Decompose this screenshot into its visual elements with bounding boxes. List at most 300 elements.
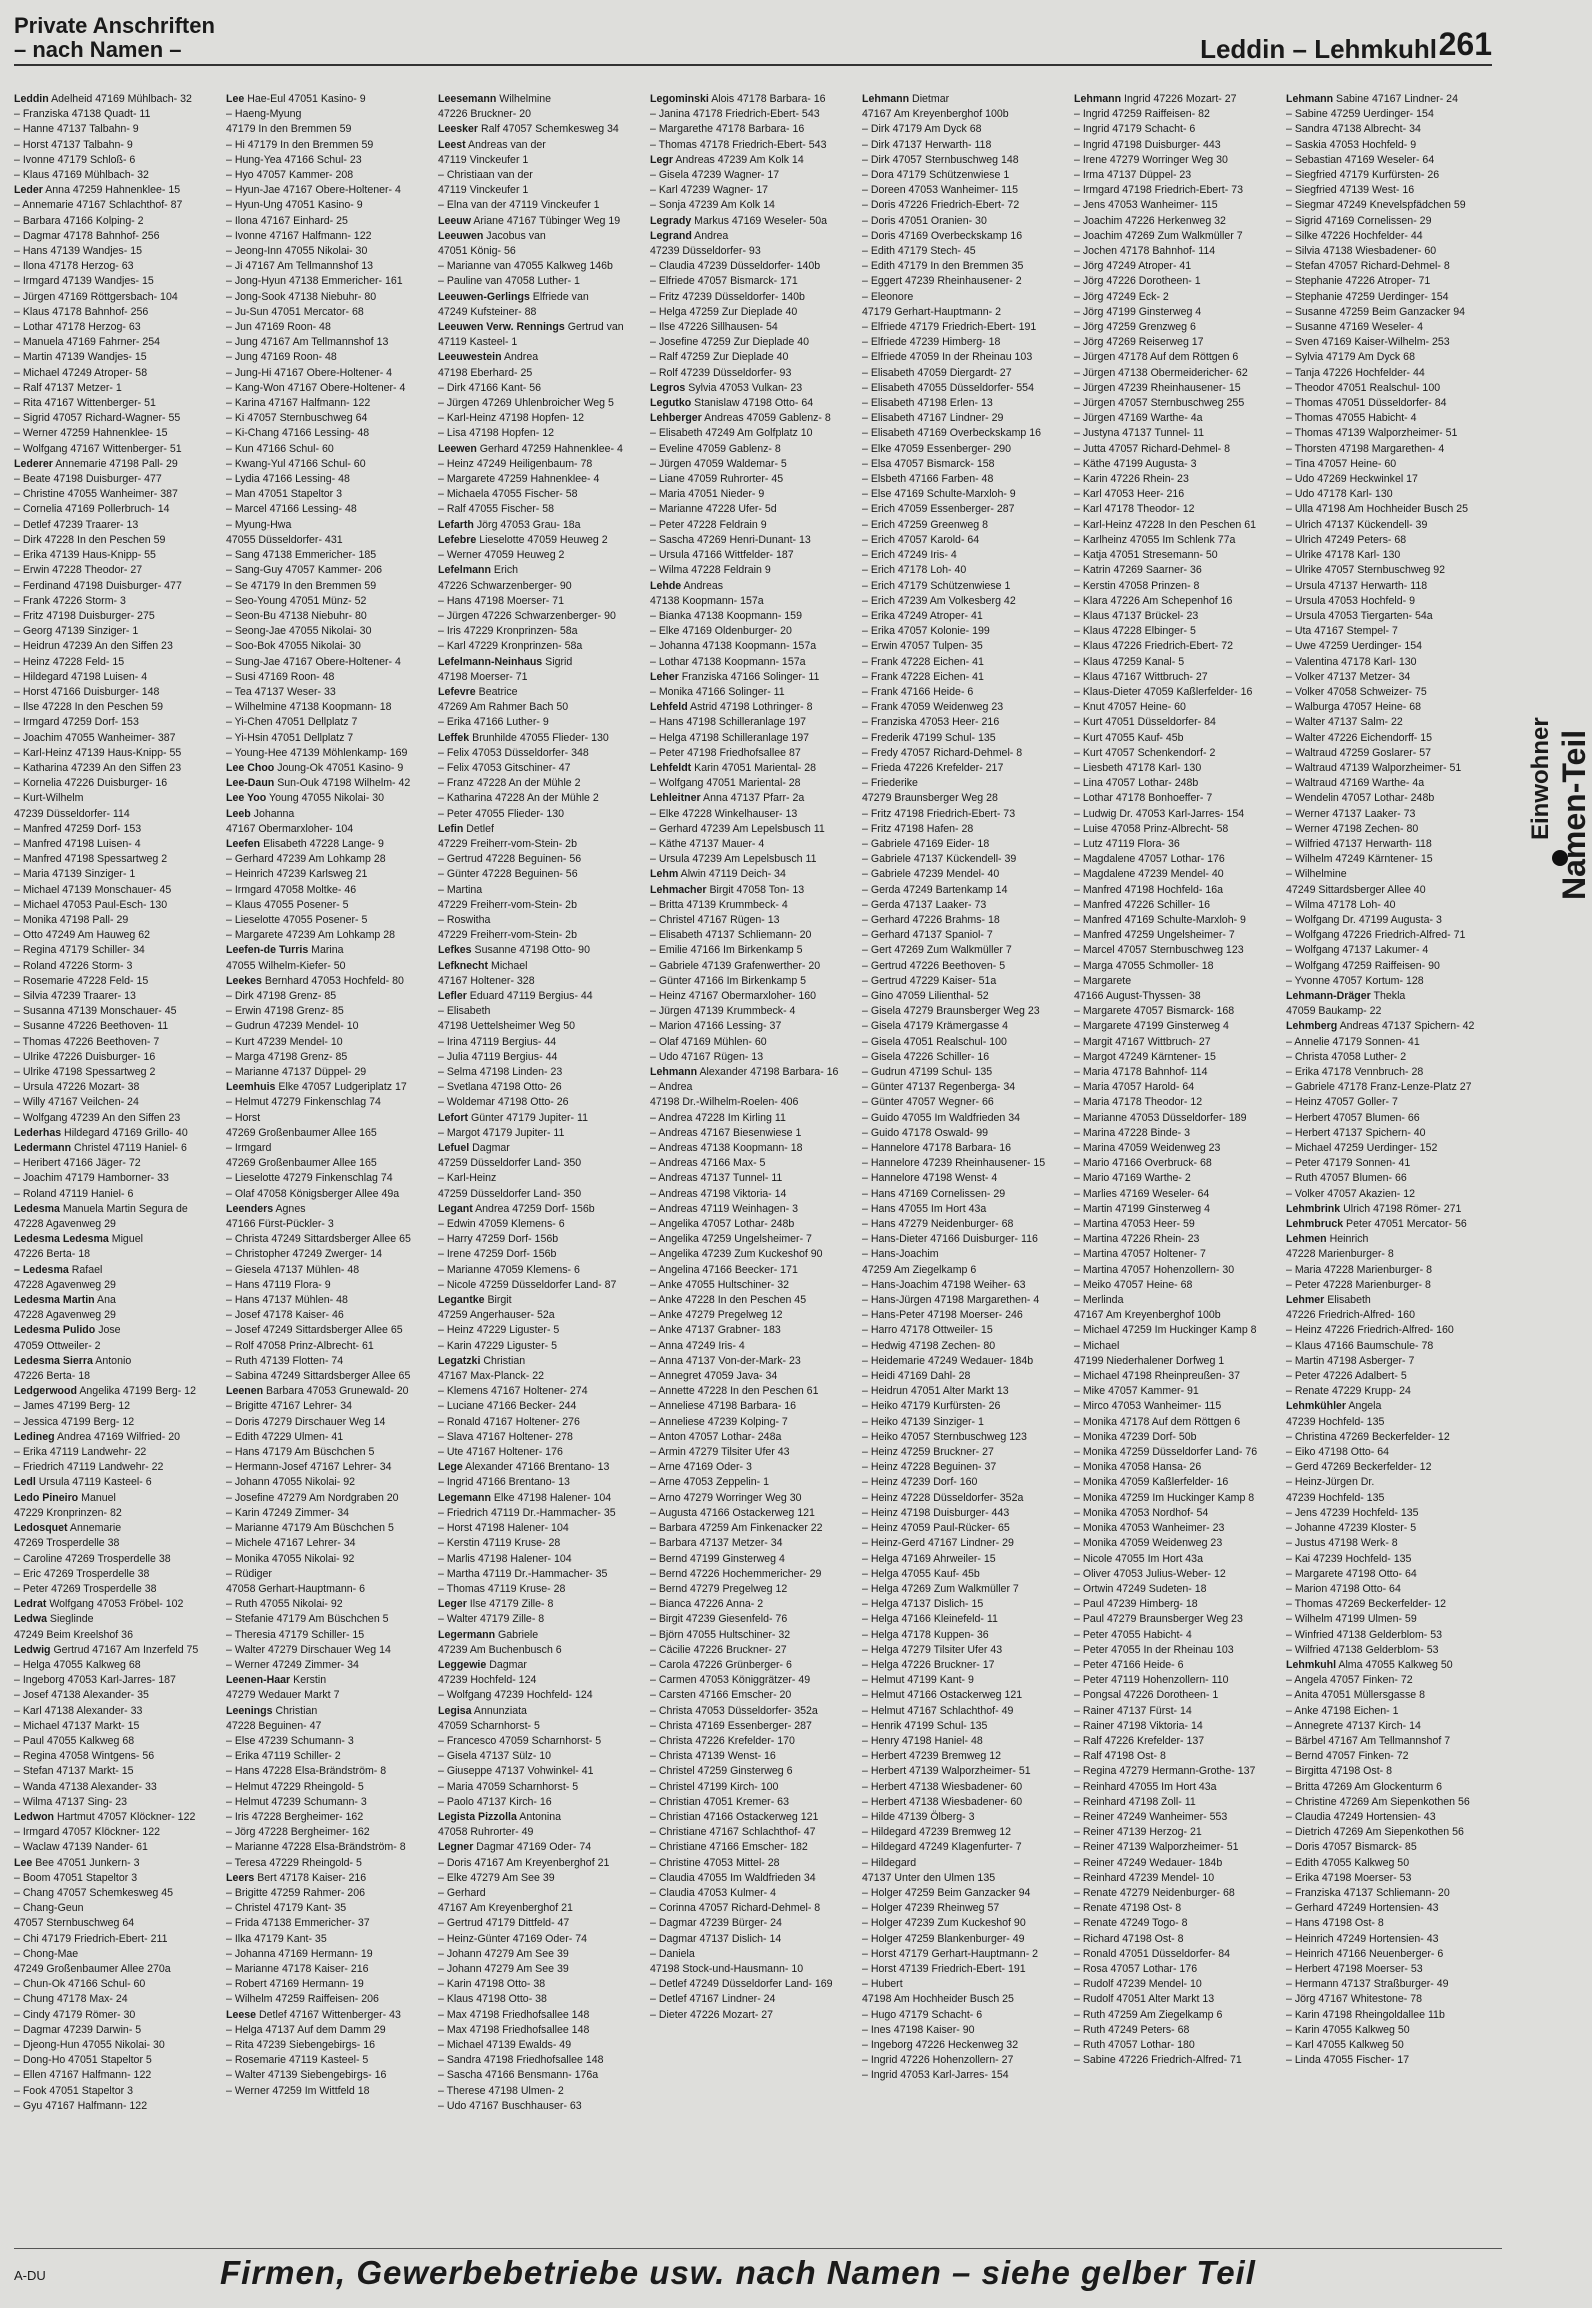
directory-entry — [226, 274, 416, 289]
directory-entry — [1286, 1415, 1476, 1430]
entry-details: 47269 Trosperdelle 38 — [14, 1537, 120, 1550]
entry-details: – Kun 47166 Schul- 60 — [226, 442, 334, 455]
entry-details: – Ursula 47239 Am Lepelsbusch 11 — [650, 853, 817, 866]
entry-details: – Elna van der 47119 Vinckeufer 1 — [438, 199, 600, 212]
entry-details: Jörg 47053 Grau- 18a — [473, 518, 581, 531]
entry-surname: Ledwig — [14, 1643, 51, 1656]
entry-details: – Jörg 47259 Grenzweg 6 — [1074, 321, 1196, 334]
entry-details: Young 47055 Nikolai- 30 — [266, 792, 385, 805]
entry-details: – Gerhard 47249 Hortensien- 43 — [1286, 1902, 1439, 1915]
directory-entry — [226, 1749, 416, 1764]
directory-entry — [650, 1992, 840, 2007]
entry-details: Andreas 47239 Am Kolk 14 — [672, 153, 804, 166]
directory-entry — [650, 1141, 840, 1156]
entry-details: – Erika 47249 Atroper- 41 — [862, 609, 983, 622]
directory-entry — [1074, 974, 1264, 989]
directory-entry — [14, 335, 204, 350]
directory-entry — [1286, 1962, 1476, 1977]
entry-details: – Karl 47229 Kronprinzen- 58a — [438, 640, 583, 653]
entry-surname: Leeuwen — [438, 229, 484, 242]
entry-details: – Holger 47259 Blankenburger- 49 — [862, 1932, 1025, 1945]
directory-entry — [14, 1552, 204, 1567]
directory-entry — [862, 1111, 1052, 1126]
directory-entry — [438, 1658, 628, 1673]
entry-details: – Klaus 47137 Brückel- 23 — [1074, 609, 1199, 622]
directory-entry — [438, 487, 628, 502]
directory-entry — [438, 1293, 628, 1308]
directory-entry — [1074, 1156, 1264, 1171]
directory-entry — [226, 746, 416, 761]
entry-details: – Margot 47179 Jupiter- 11 — [438, 1126, 565, 1139]
directory-entry — [1074, 898, 1264, 913]
entry-details: – Maria 47051 Nieder- 9 — [650, 488, 765, 501]
directory-entry — [650, 1171, 840, 1186]
directory-entry — [1286, 1597, 1476, 1612]
entry-details: – Elke 47169 Oldenburger- 20 — [650, 625, 792, 638]
entry-details: – Marion 47166 Lessing- 37 — [650, 1020, 782, 1033]
entry-details: – Tea 47137 Weser- 33 — [226, 685, 336, 698]
directory-entry — [650, 1339, 840, 1354]
entry-details: – Johanna 47138 Koopmann- 157a — [650, 640, 817, 653]
entry-details: – Gisela 47137 Sülz- 10 — [438, 1750, 552, 1763]
directory-entry — [1074, 883, 1264, 898]
entry-details: Bernhard 47053 Hochfeld- 80 — [261, 974, 404, 987]
entry-details: – Heiko 47139 Sinziger- 1 — [862, 1415, 984, 1428]
directory-entry — [862, 1962, 1052, 1977]
directory-entry — [14, 776, 204, 791]
directory-entry — [438, 1840, 628, 1855]
entry-details: – Hans-Dieter 47166 Duisburger- 116 — [862, 1233, 1038, 1246]
directory-entry — [1286, 1491, 1476, 1506]
directory-entry — [14, 1156, 204, 1171]
entry-details: – Frida 47138 Emmericher- 37 — [226, 1917, 370, 1930]
directory-entry — [1074, 1536, 1264, 1551]
entry-details: – Magdalene 47057 Lothar- 176 — [1074, 853, 1225, 866]
entry-details: – Heinz 47249 Heiligenbaum- 78 — [438, 457, 593, 470]
directory-entry — [1074, 1810, 1264, 1825]
directory-entry — [14, 2053, 204, 2068]
entry-details: – Reinhard 47055 Im Hort 43a — [1074, 1780, 1217, 1793]
directory-entry — [438, 761, 628, 776]
directory-entry — [650, 1506, 840, 1521]
entry-details: – Harry 47259 Dorf- 156b — [438, 1233, 559, 1246]
directory-entry — [14, 1719, 204, 1734]
directory-entry — [226, 1871, 416, 1886]
directory-entry — [438, 1080, 628, 1095]
entry-details: Markus 47169 Weseler- 50a — [691, 214, 828, 227]
entry-details: 47239 Hochfeld- 124 — [438, 1674, 537, 1687]
entry-details: 47057 Sternbuschweg 64 — [14, 1917, 135, 1930]
directory-entry — [1074, 153, 1264, 168]
directory-entry — [14, 122, 204, 137]
entry-details: – Regina 47058 Wintgens- 56 — [14, 1750, 155, 1763]
entry-details: – Gudrun 47199 Schul- 135 — [862, 1066, 993, 1078]
entry-details: – Liane 47059 Ruhrorter- 45 — [650, 473, 784, 486]
entry-details: – Andreas 47119 Weinhagen- 3 — [650, 1202, 799, 1215]
directory-entry — [226, 92, 416, 107]
entry-details: – Boom 47051 Stapeltor 3 — [14, 1871, 138, 1884]
entry-details: Ingrid 47226 Mozart- 27 — [1121, 93, 1237, 105]
directory-entry — [1074, 1491, 1264, 1506]
directory-entry — [226, 214, 416, 229]
directory-entry — [650, 1050, 840, 1065]
directory-entry — [226, 1399, 416, 1414]
entry-details: – Ferdinand 47198 Duisburger- 477 — [14, 579, 182, 592]
directory-entry — [1074, 1217, 1264, 1232]
entry-details: – Elfriede 47057 Bismarck- 171 — [650, 275, 798, 288]
directory-entry — [650, 122, 840, 137]
directory-entry — [226, 791, 416, 806]
entry-details: – Ursula 47053 Tiergarten- 54a — [1286, 609, 1433, 622]
entry-details: – Christa 47058 Luther- 2 — [1286, 1050, 1407, 1063]
directory-entry — [438, 274, 628, 289]
entry-details: – Lydia 47166 Lessing- 48 — [226, 473, 350, 486]
directory-entry — [862, 442, 1052, 457]
entry-details: – Franziska 47053 Heer- 216 — [862, 716, 1000, 729]
directory-entry — [1286, 746, 1476, 761]
directory-entry — [862, 776, 1052, 791]
entry-details: Detlef — [463, 822, 494, 835]
directory-entry — [650, 943, 840, 958]
entry-details: Birgit 47058 Ton- 13 — [706, 883, 805, 896]
entry-details: – Peter 47179 Sonnen- 41 — [1286, 1157, 1411, 1170]
directory-entry — [226, 1582, 416, 1597]
entry-details: – Holger 47239 Rheinweg 57 — [862, 1902, 1000, 1915]
directory-entry — [438, 1339, 628, 1354]
entry-details: – Jürgen 47269 Uhlenbroicher Weg 5 — [438, 397, 614, 410]
entry-details: – Frank 47228 Eichen- 41 — [862, 670, 984, 683]
directory-entry — [862, 837, 1052, 852]
entry-details: – Irene 47279 Worringer Weg 30 — [1074, 153, 1228, 166]
entry-surname: Lehmbruck — [1286, 1218, 1344, 1231]
entry-details: – Jürgen 47169 Warthe- 4a — [1074, 412, 1203, 425]
directory-entry — [226, 563, 416, 578]
entry-details: – Cornelia 47169 Pollerbruch- 14 — [14, 503, 170, 516]
directory-entry — [650, 1019, 840, 1034]
directory-entry — [438, 1141, 628, 1156]
entry-details: – Rolf 47239 Düsseldorfer- 93 — [650, 366, 792, 379]
directory-entry — [14, 1871, 204, 1886]
entry-details: – Irina 47119 Bergius- 44 — [438, 1035, 557, 1048]
entry-details: Anna 47137 Pfarr- 2a — [700, 792, 805, 805]
entry-details: – Anke 47198 Eichen- 1 — [1286, 1704, 1399, 1717]
directory-entry — [862, 1749, 1052, 1764]
directory-entry — [862, 320, 1052, 335]
entry-details: Rafael — [68, 1263, 103, 1276]
entry-details: – Marga 47055 Schmoller- 18 — [1074, 959, 1214, 972]
entry-details: – Horst 47137 Talbahn- 9 — [14, 138, 133, 151]
directory-entry — [226, 1445, 416, 1460]
entry-details: – Wilhelm 47259 Raiffeisen- 206 — [226, 1993, 379, 2006]
directory-entry — [650, 867, 840, 882]
entry-details: – Marianne 47053 Düsseldorfer- 189 — [1074, 1111, 1247, 1124]
entry-details: – Marianne 47228 Ufer- 5d — [650, 503, 777, 516]
directory-entry — [226, 1962, 416, 1977]
directory-entry — [1286, 1065, 1476, 1080]
entry-details: – Ruth 47057 Blumen- 66 — [1286, 1172, 1407, 1185]
directory-entry — [226, 1856, 416, 1871]
directory-entry — [1074, 837, 1264, 852]
entry-details: – Tina 47057 Heine- 60 — [1286, 457, 1397, 470]
entry-details: – Gerhard 47239 Am Lepelsbusch 11 — [650, 822, 825, 835]
directory-entry — [1286, 1019, 1476, 1034]
entry-details: – Elisabeth 47249 Am Golfplatz 10 — [650, 427, 813, 440]
entry-details: – Wanda 47138 Alexander- 33 — [14, 1780, 157, 1793]
entry-details: – Thomas 47119 Kruse- 28 — [438, 1582, 566, 1595]
entry-details: – Katrin 47269 Saarner- 36 — [1074, 564, 1202, 577]
directory-entry — [862, 1871, 1052, 1886]
directory-entry — [650, 548, 840, 563]
directory-entry — [650, 1308, 840, 1323]
entry-details: Andreas van der — [465, 138, 546, 151]
entry-details: – Henrik 47199 Schul- 135 — [862, 1719, 988, 1732]
entry-details: – Ruth 47259 Am Ziegelkamp 6 — [1074, 2008, 1223, 2021]
entry-details: – Herbert 47198 Moerser- 53 — [1286, 1962, 1423, 1975]
entry-details: – Maria 47178 Bahnhof- 114 — [1074, 1066, 1208, 1078]
entry-details: – Ingrid 47226 Hohenzollern- 27 — [862, 2054, 1014, 2067]
directory-entry — [862, 1384, 1052, 1399]
entry-details: – Anita 47051 Müllersgasse 8 — [1286, 1689, 1425, 1702]
directory-entry — [1286, 1247, 1476, 1262]
entry-details: 47059 Scharnhorst- 5 — [438, 1719, 540, 1732]
entry-details: 47228 Agavenweg 29 — [14, 1218, 116, 1231]
directory-entry — [862, 1628, 1052, 1643]
entry-surname: Lee Choo — [226, 761, 275, 774]
directory-entry — [1074, 320, 1264, 335]
entry-details: Annunziata — [471, 1704, 527, 1717]
directory-entry — [14, 1825, 204, 1840]
entry-details: – Johann 47279 Am See 39 — [438, 1947, 569, 1960]
directory-entry — [650, 518, 840, 533]
entry-details: – Paolo 47137 Kirch- 16 — [438, 1795, 552, 1808]
directory-entry — [1286, 1871, 1476, 1886]
entry-details: – Eleonore — [862, 290, 914, 303]
entry-details: 47137 Unter den Ulmen 135 — [862, 1871, 996, 1884]
entry-details: – Fredy 47057 Richard-Dehmel- 8 — [862, 746, 1023, 759]
directory-entry — [14, 822, 204, 837]
entry-details: – Ilona 47178 Herzog- 63 — [14, 260, 134, 273]
directory-entry — [1286, 700, 1476, 715]
entry-details: – Olaf 47169 Mühlen- 60 — [650, 1035, 767, 1048]
directory-entry — [1074, 1521, 1264, 1536]
entry-details: – Gerhard 47239 Am Lohkamp 28 — [226, 853, 386, 866]
directory-entry — [1074, 867, 1264, 882]
directory-entry — [1286, 335, 1476, 350]
directory-entry — [650, 92, 840, 107]
directory-entry — [14, 1749, 204, 1764]
entry-details: – Gerhard — [438, 1886, 486, 1899]
entry-details: – Elisabeth 47055 Düsseldorfer- 554 — [862, 381, 1034, 394]
directory-entry — [650, 1293, 840, 1308]
directory-entry — [862, 898, 1052, 913]
entry-details: – Martina 47057 Holtener- 7 — [1074, 1248, 1206, 1261]
entry-details: 47269 Großenbaumer Allee 165 — [226, 1126, 377, 1139]
directory-entry — [438, 244, 628, 259]
entry-details: – Hannelore 47198 Wenst- 4 — [862, 1172, 998, 1185]
directory-entry — [226, 457, 416, 472]
directory-entry — [14, 1795, 204, 1810]
directory-entry — [438, 852, 628, 867]
entry-details: – Ulla 47198 Am Hochheider Busch 25 — [1286, 503, 1468, 516]
entry-details: – Marga 47198 Grenz- 85 — [226, 1050, 348, 1063]
entry-details: – Klaus 47228 Elbinger- 5 — [1074, 625, 1196, 638]
entry-details: – Rolf 47058 Prinz-Albrecht- 61 — [226, 1339, 374, 1352]
directory-entry — [650, 1095, 840, 1110]
entry-details: – Monika 47259 Im Huckinger Kamp 8 — [1074, 1491, 1255, 1504]
entry-surname: Lehm — [650, 868, 679, 881]
entry-details: – Erika 47119 Landwehr- 22 — [14, 1446, 147, 1459]
entry-details: 47239 Düsseldorfer- 114 — [14, 807, 130, 820]
entry-details: – Monika 47053 Wanheimer- 23 — [1074, 1522, 1225, 1535]
entry-details: Marina — [308, 944, 344, 957]
directory-entry — [1286, 259, 1476, 274]
entry-details: – Waclaw 47139 Nander- 61 — [14, 1841, 148, 1854]
entry-details: – Peter 47119 Hohenzollern- 110 — [1074, 1674, 1229, 1687]
entry-details: – Merlinda — [1074, 1294, 1124, 1307]
entry-details: – Helga 47198 Schilleranlage 197 — [650, 731, 810, 744]
entry-details: – Elke 47279 Am See 39 — [438, 1871, 555, 1884]
directory-entry — [862, 1932, 1052, 1947]
directory-entry — [14, 1475, 204, 1490]
directory-entry — [14, 92, 204, 107]
directory-entry — [226, 2068, 416, 2083]
entry-details: – Stefan 47057 Richard-Dehmel- 8 — [1286, 260, 1450, 273]
directory-entry — [1286, 138, 1476, 153]
entry-details: – Ralf 47055 Fischer- 58 — [438, 503, 555, 516]
entry-details: – Seon-Bu 47138 Niebuhr- 80 — [226, 609, 367, 622]
directory-entry — [226, 1567, 416, 1582]
directory-entry — [438, 1734, 628, 1749]
entry-details: – Volker 47058 Schweizer- 75 — [1286, 685, 1427, 698]
directory-entry — [1286, 1156, 1476, 1171]
directory-entry — [1286, 1688, 1476, 1703]
directory-entry — [1286, 350, 1476, 365]
entry-surname: Lefknecht — [438, 959, 489, 972]
entry-details: – Iris 47229 Kronprinzen- 58a — [438, 625, 578, 638]
entry-details: Sigrid — [542, 655, 573, 668]
directory-entry — [862, 1901, 1052, 1916]
directory-entry — [438, 609, 628, 624]
entry-details: – Jörg 47167 Whitestone- 78 — [1286, 1993, 1423, 2006]
directory-entry — [650, 913, 840, 928]
entry-details: – Irma 47137 Düppel- 23 — [1074, 169, 1192, 182]
entry-details: Christian — [480, 1354, 526, 1367]
directory-entry — [650, 1719, 840, 1734]
entry-details: – Walter 47279 Dirschauer Weg 14 — [226, 1643, 391, 1656]
entry-details: – Elisabeth — [438, 1005, 491, 1018]
directory-entry — [650, 244, 840, 259]
directory-entry — [1286, 1658, 1476, 1673]
entry-details: – Armin 47279 Tilsiter Ufer 43 — [650, 1446, 790, 1459]
directory-entry — [862, 153, 1052, 168]
entry-details: – Walburga 47057 Heine- 68 — [1286, 701, 1422, 714]
entry-surname: Ledrat — [14, 1598, 47, 1611]
entry-details: 47167 Holtener- 328 — [438, 974, 535, 987]
directory-entry — [650, 1582, 840, 1597]
directory-entry — [650, 1734, 840, 1749]
directory-entry — [650, 837, 840, 852]
entry-surname: Legrady — [650, 214, 692, 227]
entry-details: – Siegmar 47249 Knevelspfädchen 59 — [1286, 199, 1466, 212]
entry-details: 47239 Hochfeld- 135 — [1286, 1415, 1385, 1428]
entry-details: – Justyna 47137 Tunnel- 11 — [1074, 427, 1204, 440]
directory-entry — [438, 1232, 628, 1247]
entry-details: – Erich 47179 Schützenwiese 1 — [862, 579, 1011, 592]
entry-details: – Herbert 47137 Spichern- 40 — [1286, 1126, 1426, 1139]
entry-details: – Magdalene 47239 Mendel- 40 — [1074, 868, 1224, 881]
entry-details: – Thorsten 47198 Margarethen- 4 — [1286, 442, 1445, 455]
entry-details: – Martina 47057 Hohenzollern- 30 — [1074, 1263, 1235, 1276]
entry-details: – Walter 47137 Salm- 22 — [1286, 716, 1403, 729]
entry-details: 47198 Uettelsheimer Weg 50 — [438, 1020, 576, 1033]
entry-details: – Bernd 47199 Ginsterweg 4 — [650, 1552, 785, 1565]
directory-entry — [14, 761, 204, 776]
entry-details: – Paul 47279 Braunsberger Weg 23 — [1074, 1613, 1243, 1626]
directory-entry — [226, 1901, 416, 1916]
directory-entry — [14, 381, 204, 396]
entry-details: – Klaus 47055 Posener- 5 — [226, 898, 349, 911]
directory-entry — [1286, 214, 1476, 229]
directory-entry — [14, 715, 204, 730]
directory-entry — [438, 1308, 628, 1323]
directory-entry — [438, 1247, 628, 1262]
entry-surname: Ledesma Martin — [14, 1294, 95, 1307]
directory-entry — [1074, 183, 1264, 198]
entry-details: – Heidi 47169 Dahl- 28 — [862, 1370, 971, 1383]
entry-details: 47239 Düsseldorfer- 93 — [650, 245, 761, 258]
entry-details: – Henry 47198 Haniel- 48 — [862, 1734, 983, 1747]
directory-entry — [438, 1050, 628, 1065]
entry-details: – Gertrud 47228 Beguinen- 56 — [438, 853, 582, 866]
entry-details: Andreas — [681, 579, 724, 592]
entry-details: – Annette 47228 In den Peschen 61 — [650, 1385, 819, 1398]
directory-entry — [226, 1825, 416, 1840]
entry-details: – Helga 47269 Zum Walkmüller 7 — [862, 1582, 1019, 1595]
directory-entry — [438, 1536, 628, 1551]
entry-surname: Lehberger — [650, 412, 702, 425]
entry-surname: Ledesma — [14, 1202, 60, 1215]
page-number: 261 — [1438, 26, 1492, 62]
directory-entry — [862, 1445, 1052, 1460]
directory-entry — [1286, 290, 1476, 305]
entry-details: – Yi-Chen 47051 Dellplatz 7 — [226, 716, 358, 729]
directory-entry — [1074, 487, 1264, 502]
directory-entry — [650, 685, 840, 700]
entry-details: – Andreas 47138 Koopmann- 18 — [650, 1142, 803, 1155]
entry-details: – Bernd 47226 Hochemmericher- 29 — [650, 1567, 822, 1580]
entry-surname: Lehfeld — [650, 701, 688, 714]
entry-details: – Christopher 47249 Zwerger- 14 — [226, 1248, 383, 1261]
entry-surname: Leger — [438, 1598, 467, 1611]
entry-surname: Lee — [226, 93, 245, 105]
directory-entry — [438, 2038, 628, 2053]
directory-entry — [1286, 1308, 1476, 1323]
directory-entry — [1074, 411, 1264, 426]
entry-details: – Janina 47178 Friedrich-Ebert- 543 — [650, 108, 820, 121]
entry-details: – Karlheinz 47055 Im Schlenk 77a — [1074, 533, 1236, 546]
directory-entry — [862, 1141, 1052, 1156]
entry-details: – Josef 47249 Sittardsberger Allee 65 — [226, 1324, 403, 1337]
directory-entry — [1286, 472, 1476, 487]
entry-details: – Peter 47055 Flieder- 130 — [438, 807, 565, 820]
entry-details: – Claudia 47239 Düsseldorfer- 140b — [650, 260, 821, 273]
directory-entry — [1286, 639, 1476, 654]
entry-details: – Jürgen 47169 Röttgersbach- 104 — [14, 290, 178, 303]
directory-entry — [1074, 92, 1264, 107]
directory-entry — [438, 1719, 628, 1734]
directory-entry — [862, 487, 1052, 502]
entry-details: – Monika 47166 Solinger- 11 — [650, 685, 785, 698]
